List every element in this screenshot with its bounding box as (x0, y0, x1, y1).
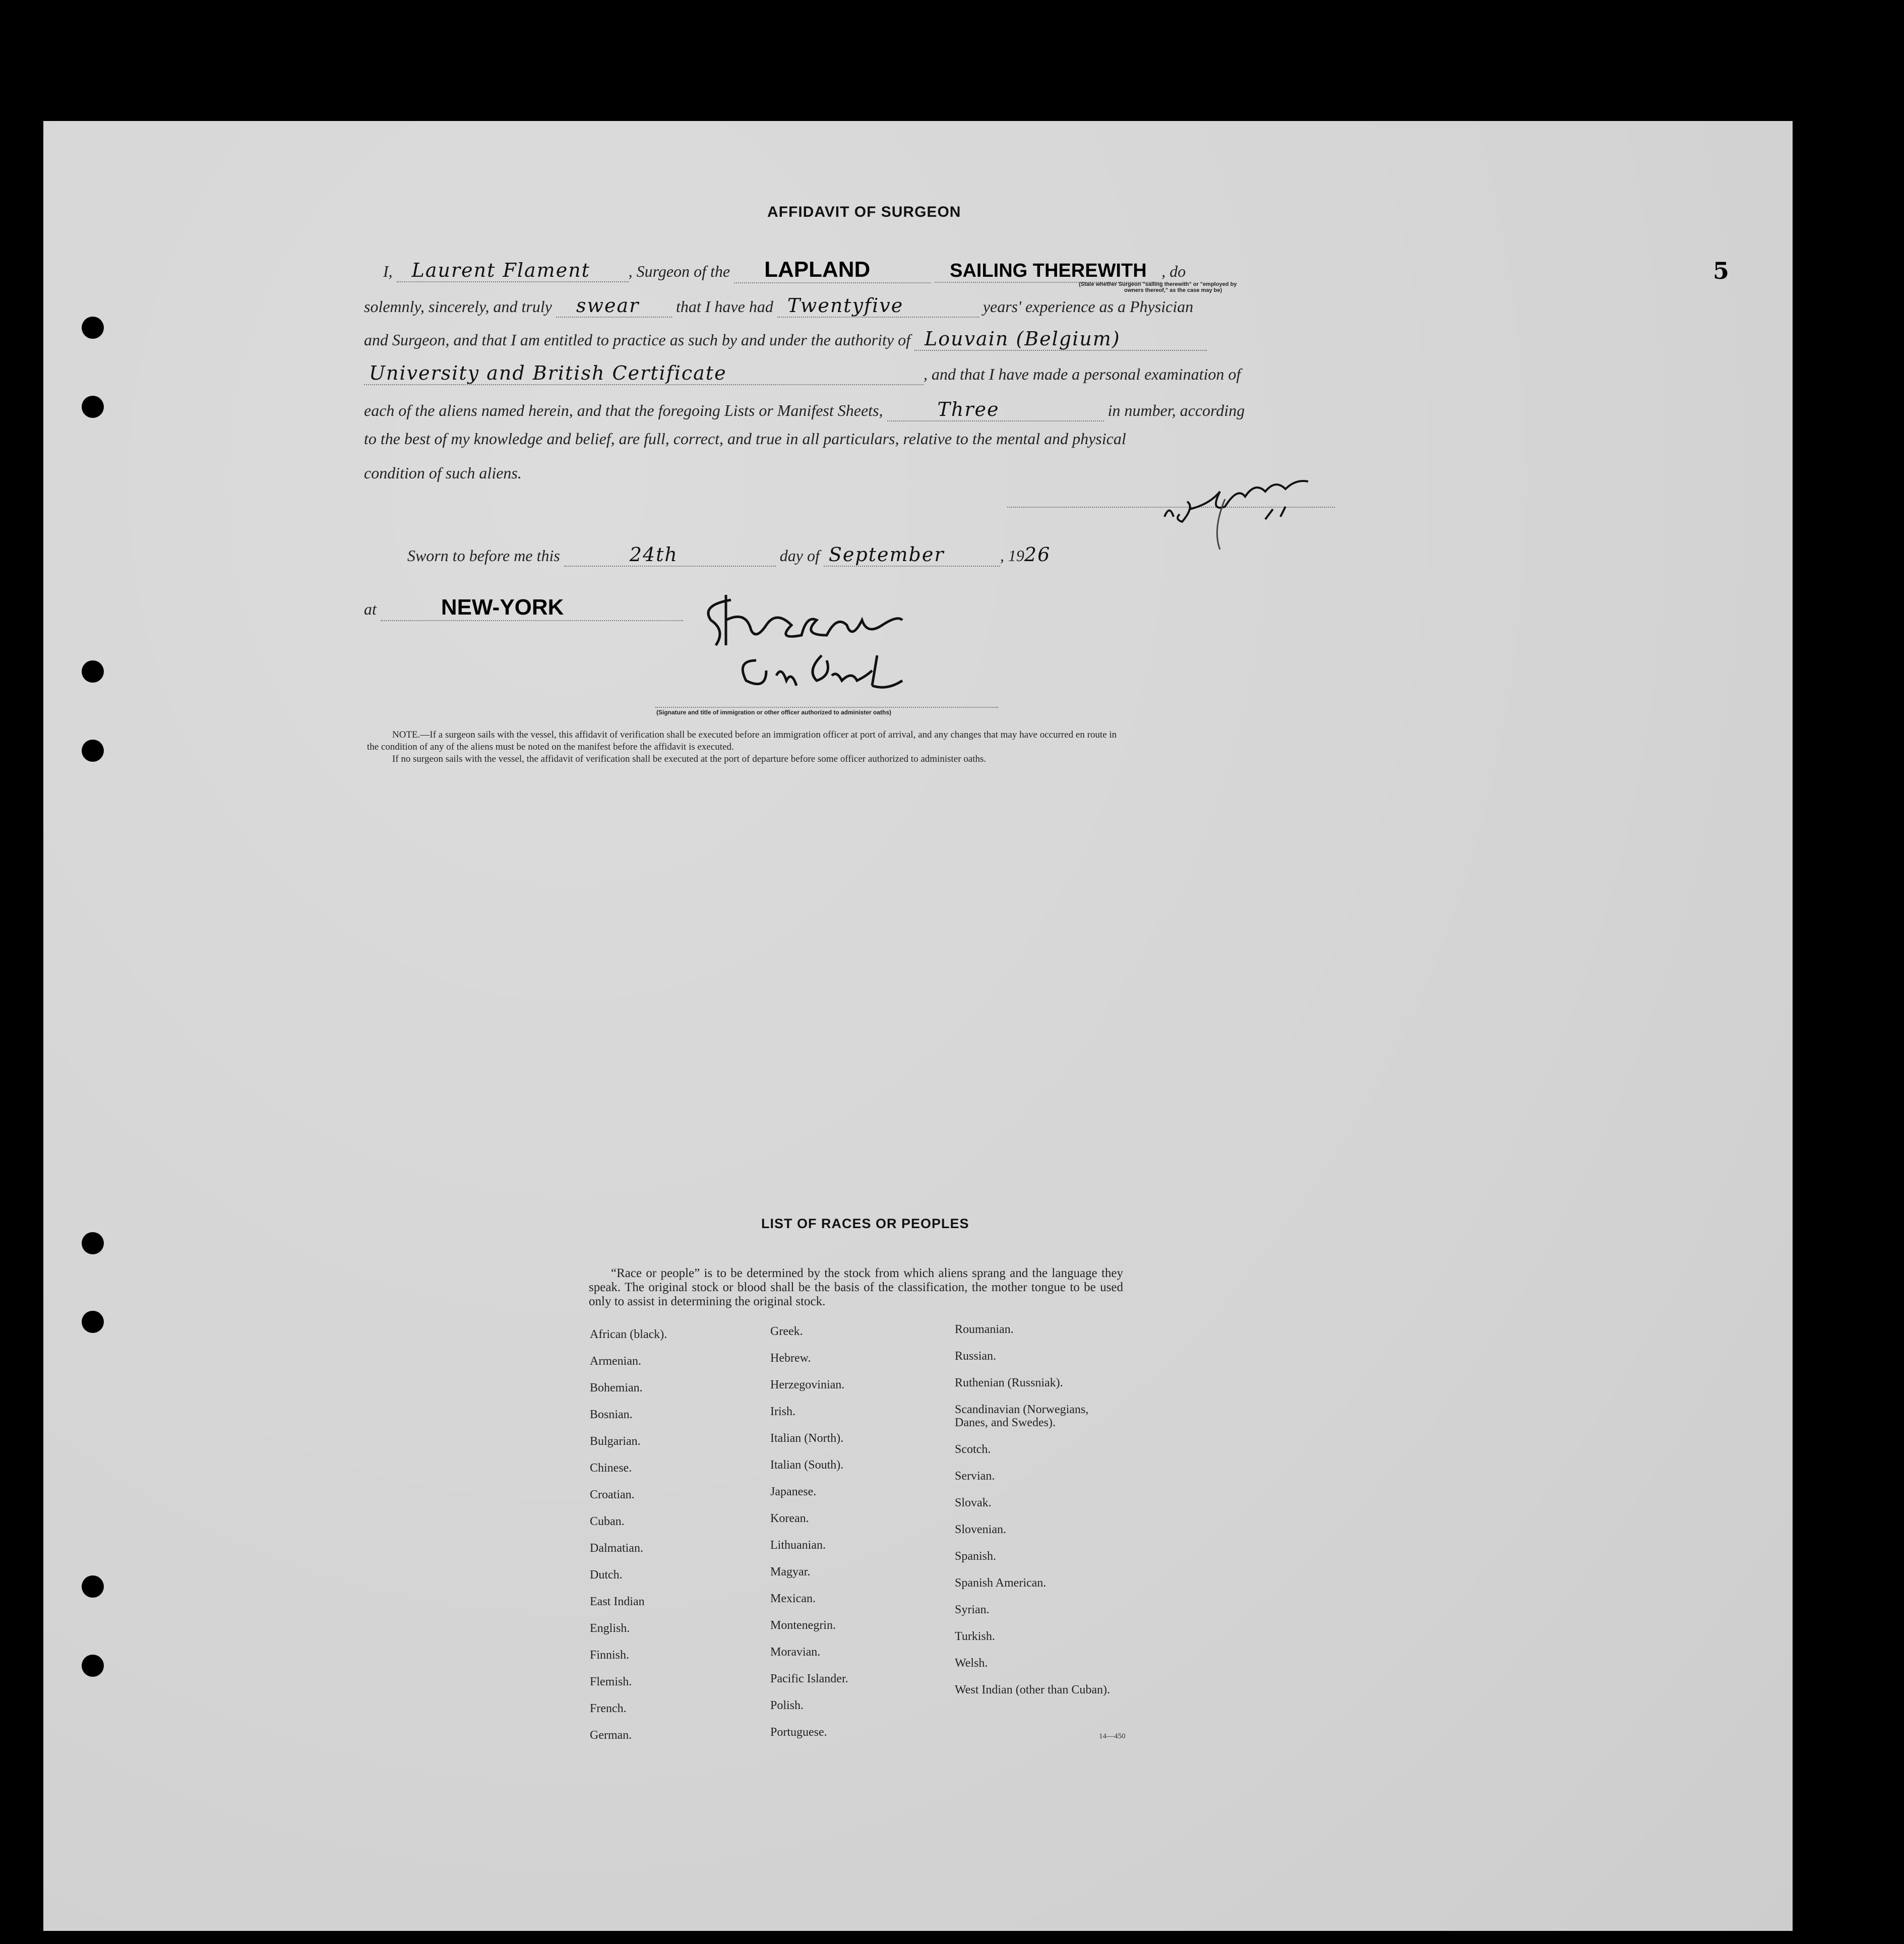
race-item: Bohemian. (590, 1381, 643, 1394)
race-item: East Indian (590, 1595, 645, 1608)
race-item: Roumanian. (955, 1323, 1014, 1336)
surgeon-status: SAILING THEREWITH (935, 260, 1161, 283)
race-item: Scotch. (955, 1443, 991, 1456)
race-item: Italian (South). (770, 1459, 844, 1472)
race-item: Slovenian. (955, 1523, 1006, 1536)
race-item: Cuban. (590, 1515, 625, 1528)
race-item: Spanish American. (955, 1576, 1047, 1590)
oath-word: swear (556, 294, 672, 318)
race-item: Scandinavian (Norwegians, Danes, and Swedes). (955, 1403, 1089, 1429)
race-item: Mexican. (770, 1592, 816, 1605)
races-column-1 (590, 1328, 667, 1755)
race-item: Finnish. (590, 1649, 630, 1662)
affidavit-text: years' experience as a Physician (982, 297, 1194, 316)
affidavit-line-5 (364, 398, 1245, 421)
race-item: Syrian. (955, 1603, 990, 1616)
race-item: Korean. (770, 1512, 809, 1525)
race-item: Pacific Islander. (770, 1672, 848, 1685)
status-note (1079, 281, 1237, 293)
races-heading: LIST OF RACES OR PEOPLES (761, 1216, 969, 1231)
page-number: 5 (1713, 257, 1730, 284)
race-item: Servian. (955, 1470, 995, 1483)
race-item: Spanish. (955, 1550, 997, 1563)
race-item: Bulgarian. (590, 1435, 641, 1448)
race-item: Ruthenian (Russniak). (955, 1376, 1063, 1389)
race-item: Magyar. (770, 1565, 811, 1578)
race-item: Dalmatian. (590, 1542, 643, 1555)
race-item: Polish. (770, 1699, 804, 1712)
race-item: Portuguese. (770, 1726, 827, 1739)
race-item: Japanese. (770, 1485, 817, 1498)
race-item: African (black). (590, 1328, 667, 1341)
races-column-3 (955, 1323, 1121, 1710)
affidavit-line-6: to the best of my knowledge and belief, are full, correct, and true in all particulars, relative to the mental and physical (364, 430, 1126, 448)
affidavit-text: , Surgeon of the (628, 262, 730, 280)
races-column-2 (770, 1325, 848, 1752)
affidavit-note (367, 729, 1117, 765)
signature-caption: (Signature and title of immigration or other officer authorized to administer oaths) (656, 709, 892, 716)
binder-hole (82, 396, 104, 418)
binder-hole (82, 1655, 104, 1677)
inspector-signature-line (655, 707, 998, 708)
note-line: the condition of any of the aliens must be noted on the manifest before the affidavit is executed. (367, 742, 734, 752)
place-line (364, 595, 683, 621)
race-item: West Indian (other than Cuban). (955, 1683, 1110, 1696)
sworn-month: September (824, 543, 1000, 567)
form-number: 14—450 (1099, 1732, 1126, 1740)
status-note-line: (State whether Surgeon "sailing therewith" or "employed by (1079, 281, 1237, 287)
affidavit-line-7: condition of such aliens. (364, 464, 522, 482)
race-item: German. (590, 1729, 632, 1742)
race-item: Italian (North). (770, 1432, 844, 1445)
authority-2: University and British Certificate (364, 362, 924, 385)
affidavit-text: , do (1161, 262, 1186, 280)
affidavit-text: and Surgeon, and that I am entitled to practice as such by and under the authority of (364, 331, 910, 349)
affidavit-text: solemnly, sincerely, and truly (364, 297, 552, 316)
races-intro: “Race or people” is to be determined by the stock from which aliens sprang and the language they speak. The original stock or blood shall be the basis of the classification, the mother tongue to be used only to assist in determining the original stock. (589, 1266, 1123, 1308)
race-item: English. (590, 1622, 630, 1635)
paper-sheet (43, 121, 1793, 1931)
race-item: Russian. (955, 1350, 997, 1363)
race-item: Moravian. (770, 1646, 821, 1659)
race-item: Turkish. (955, 1630, 995, 1643)
sworn-line (407, 543, 1051, 567)
race-item: Irish. (770, 1405, 795, 1418)
affidavit-line-1 (383, 257, 1186, 283)
race-item: Welsh. (955, 1657, 988, 1670)
sheet-count: Three (887, 398, 1104, 421)
race-item: Flemish. (590, 1675, 632, 1688)
surgeon-name: Laurent Flament (397, 259, 629, 282)
race-item: Lithuanian. (770, 1539, 826, 1552)
race-item: Greek. (770, 1325, 803, 1338)
affidavit-text: in number, according (1108, 401, 1245, 419)
affidavit-line-4 (364, 362, 1241, 385)
inspector-signature (696, 590, 1008, 706)
place-name: NEW-YORK (381, 595, 683, 621)
note-line: If no surgeon sails with the vessel, the affidavit of verification shall be executed at the port of departure before some officer authorized to administer oaths. (392, 754, 987, 764)
affidavit-line-2 (364, 294, 1193, 318)
sworn-day: 24th (564, 543, 776, 567)
binder-hole (82, 1232, 104, 1254)
binder-hole (82, 1575, 104, 1598)
binder-hole (82, 660, 104, 683)
race-item: Herzegovinian. (770, 1378, 845, 1391)
affidavit-heading: AFFIDAVIT OF SURGEON (767, 204, 961, 220)
affidavit-text: , 19 (1000, 546, 1024, 565)
binder-hole (82, 740, 104, 762)
vessel-name: LAPLAND (734, 257, 931, 283)
years-experience: Twentyfive (777, 294, 979, 318)
affidavit-text: , and that I have made a personal examination of (924, 365, 1241, 383)
race-item: Croatian. (590, 1488, 635, 1501)
authority-1: Louvain (Belgium) (914, 328, 1207, 351)
affidavit-text: Sworn to before me this (407, 546, 560, 565)
affidavit-line-3 (364, 328, 1207, 351)
race-item: Armenian. (590, 1355, 641, 1368)
affidavit-text: that I have had (675, 297, 773, 316)
note-line: NOTE.—If a surgeon sails with the vessel, this affidavit of verification shall be executed before an immigration officer at port of arrival, and any changes that may have occurred en route in (392, 730, 1117, 740)
race-item: Hebrew. (770, 1352, 811, 1365)
race-item: Dutch. (590, 1568, 623, 1582)
binder-hole (82, 317, 104, 339)
race-item: Slovak. (955, 1496, 992, 1509)
affidavit-text: each of the aliens named herein, and that the foregoing Lists or Manifest Sheets, (364, 401, 883, 419)
race-item: Chinese. (590, 1462, 632, 1475)
race-item: Bosnian. (590, 1408, 633, 1421)
race-item: Montenegrin. (770, 1619, 836, 1632)
at-label: at (364, 600, 377, 618)
affidavit-text: day of (779, 546, 820, 565)
surgeon-signature (1159, 469, 1326, 570)
race-item: French. (590, 1702, 627, 1715)
affidavit-text: I, (383, 262, 393, 280)
sworn-year: 26 (1024, 543, 1051, 566)
status-note-line: owners thereof," as the case may be) (1124, 287, 1222, 293)
binder-hole (82, 1311, 104, 1333)
